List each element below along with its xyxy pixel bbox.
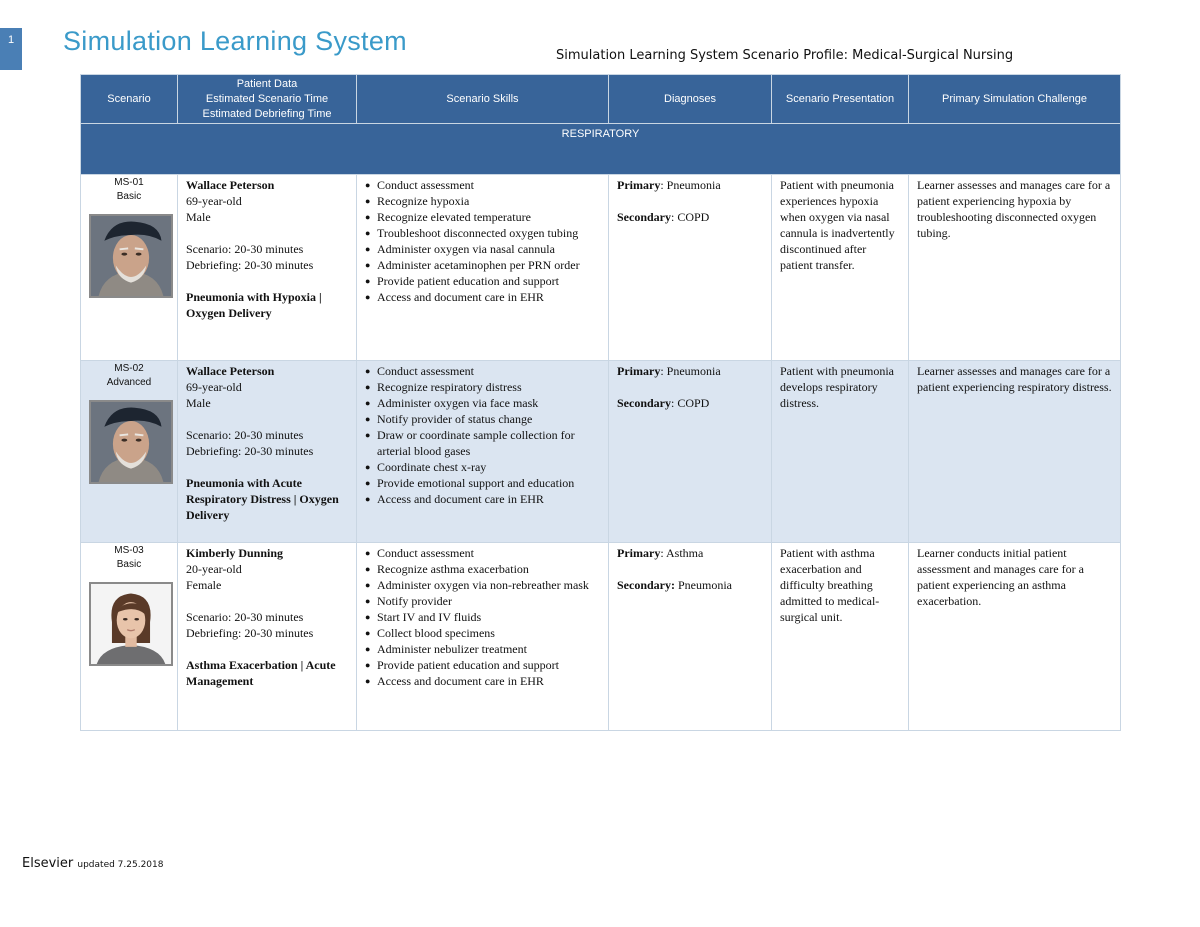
scenario-time: Scenario: 20-30 minutes (186, 428, 304, 442)
skill-item: ● Provide patient education and support (365, 657, 600, 673)
section-row (81, 124, 1121, 175)
scenario-code: MS-01 (114, 177, 144, 188)
footer-brand: Elsevier (22, 856, 74, 871)
skill-item: ● Provide patient education and support (365, 273, 600, 289)
skill-item: ● Administer oxygen via face mask (365, 395, 600, 411)
secondary-label: Secondary: (617, 578, 675, 592)
skill-item: ● Recognize asthma exacerbation (365, 561, 600, 577)
patient-age: 20-year-old (186, 562, 242, 576)
skill-item: ● Collect blood specimens (365, 625, 600, 641)
scenario-level: Advanced (106, 377, 152, 388)
primary-diagnosis (617, 177, 763, 193)
skill-item: ● Coordinate chest x-ray (365, 459, 600, 475)
skill-item: ● Administer oxygen via nasal cannula (365, 241, 600, 257)
secondary-label: Secondary (617, 396, 671, 410)
primary-value: : Asthma (660, 546, 704, 560)
header-presentation: Scenario Presentation (772, 75, 909, 124)
skill-item: ● Access and document care in EHR (365, 673, 600, 689)
table-row (81, 361, 1121, 543)
page-number-tab (0, 28, 22, 70)
scenario-level: Basic (116, 559, 142, 570)
patient-sex: Male (186, 210, 211, 224)
challenge-cell: Learner assesses and manages care for a patient experiencing respiratory distress. (909, 361, 1121, 543)
skill-item: ● Draw or coordinate sample collection for arterial blood gases (365, 427, 600, 459)
presentation-cell: Patient with pneumonia develops respiratory distress. (772, 361, 909, 543)
scenario-cell (81, 543, 178, 731)
secondary-value: : COPD (671, 396, 710, 410)
skills-cell (357, 175, 609, 361)
skill-item: ● Access and document care in EHR (365, 289, 600, 305)
primary-label: Primary (617, 364, 661, 378)
debriefing-time: Debriefing: 20-30 minutes (186, 258, 314, 272)
skill-item: ● Administer acetaminophen per PRN order (365, 257, 600, 273)
primary-value: : Pneumonia (660, 178, 721, 192)
skill-item: ● Administer oxygen via non-rebreather mask (365, 577, 600, 593)
skill-item: ● Conduct assessment (365, 363, 600, 379)
primary-label: Primary (617, 178, 661, 192)
header-scenario: Scenario (81, 75, 178, 124)
skills-list (365, 363, 600, 507)
presentation-cell: Patient with asthma exacerbation and difficulty breathing admitted to medical-surgical unit. (772, 543, 909, 731)
secondary-value: Pneumonia (675, 578, 732, 592)
diagnoses-cell (609, 543, 772, 731)
primary-diagnosis (617, 545, 763, 561)
skills-cell (357, 543, 609, 731)
header-challenge: Primary Simulation Challenge (909, 75, 1121, 124)
secondary-diagnosis (617, 395, 763, 411)
skill-item: ● Recognize respiratory distress (365, 379, 600, 395)
header-patient-data-line: Estimated Scenario Time (205, 92, 329, 105)
patient-cell (178, 543, 357, 731)
secondary-diagnosis (617, 577, 763, 593)
patient-cell (178, 361, 357, 543)
scenario-cell (81, 361, 178, 543)
skill-item: ● Notify provider of status change (365, 411, 600, 427)
skill-item: ● Recognize hypoxia (365, 193, 600, 209)
debriefing-time: Debriefing: 20-30 minutes (186, 626, 314, 640)
header-patient-data-line: Estimated Debriefing Time (202, 107, 332, 120)
scenario-time: Scenario: 20-30 minutes (186, 242, 304, 256)
skill-item: ● Troubleshoot disconnected oxygen tubing (365, 225, 600, 241)
scenario-time: Scenario: 20-30 minutes (186, 610, 304, 624)
skill-item: ● Administer nebulizer treatment (365, 641, 600, 657)
scenario-focus: Asthma Exacerbation | Acute Management (186, 658, 336, 688)
patient-photo-elderly-man (89, 400, 173, 484)
skills-cell (357, 361, 609, 543)
footer (22, 856, 163, 871)
primary-value: : Pneumonia (660, 364, 721, 378)
primary-diagnosis (617, 363, 763, 379)
scenario-cell (81, 175, 178, 361)
table-row (81, 543, 1121, 731)
header-skills: Scenario Skills (357, 75, 609, 124)
secondary-value: : COPD (671, 210, 710, 224)
skill-item: ● Provide emotional support and education (365, 475, 600, 491)
skill-item: ● Start IV and IV fluids (365, 609, 600, 625)
patient-sex: Female (186, 578, 222, 592)
scenario-focus: Pneumonia with Acute Respiratory Distress | Oxygen Delivery (186, 476, 339, 522)
diagnoses-cell (609, 175, 772, 361)
patient-photo-elderly-man (89, 214, 173, 298)
scenario-focus: Pneumonia with Hypoxia | Oxygen Delivery (186, 290, 322, 320)
scenario-code: MS-03 (114, 545, 144, 556)
patient-age: 69-year-old (186, 194, 242, 208)
section-respiratory: RESPIRATORY (81, 124, 1121, 175)
primary-label: Primary (617, 546, 661, 560)
document-title: Simulation Learning System Scenario Profile: Medical-Surgical Nursing (556, 48, 1014, 63)
skills-list (365, 545, 600, 689)
header-row (81, 75, 1121, 124)
skill-item: ● Recognize elevated temperature (365, 209, 600, 225)
patient-cell (178, 175, 357, 361)
header-patient-data (178, 75, 357, 124)
footer-updated: updated 7.25.2018 (77, 860, 164, 870)
header-diagnoses: Diagnoses (609, 75, 772, 124)
scenario-level: Basic (116, 191, 142, 202)
challenge-cell: Learner assesses and manages care for a patient experiencing hypoxia by troubleshooting disconnected oxygen tubing. (909, 175, 1121, 361)
logo: Simulation Learning System (63, 26, 407, 56)
scenario-code: MS-02 (114, 363, 144, 374)
secondary-diagnosis (617, 209, 763, 225)
skill-item: ● Conduct assessment (365, 177, 600, 193)
header-patient-data-line: Patient Data (236, 77, 298, 90)
scenario-table (80, 74, 1121, 731)
skill-item: ● Notify provider (365, 593, 600, 609)
patient-age: 69-year-old (186, 380, 242, 394)
patient-name: Wallace Peterson (186, 178, 275, 192)
table-row (81, 175, 1121, 361)
skill-item: ● Access and document care in EHR (365, 491, 600, 507)
patient-photo-young-woman (89, 582, 173, 666)
skills-list (365, 177, 600, 305)
challenge-cell: Learner conducts initial patient assessment and manages care for a patient experiencing an asthma exacerbation. (909, 543, 1121, 731)
patient-sex: Male (186, 396, 211, 410)
skill-item: ● Conduct assessment (365, 545, 600, 561)
debriefing-time: Debriefing: 20-30 minutes (186, 444, 314, 458)
secondary-label: Secondary (617, 210, 671, 224)
diagnoses-cell (609, 361, 772, 543)
patient-name: Wallace Peterson (186, 364, 275, 378)
page-number: 1 (7, 34, 15, 46)
presentation-cell: Patient with pneumonia experiences hypoxia when oxygen via nasal cannula is inadvertently discontinued after patient transfer. (772, 175, 909, 361)
patient-name: Kimberly Dunning (186, 546, 284, 560)
